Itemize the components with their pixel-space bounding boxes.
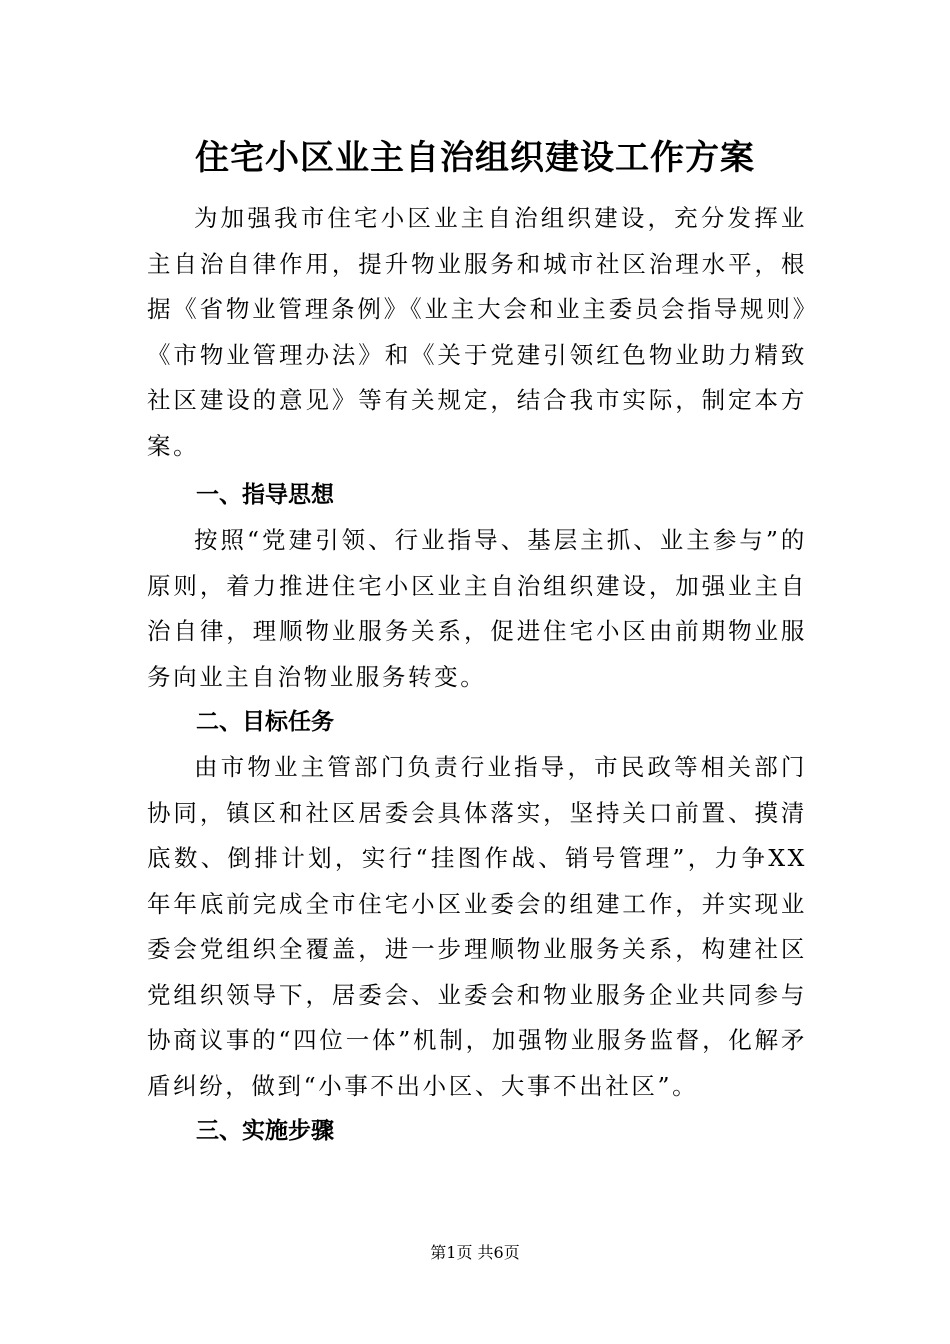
- section-heading-2: 二、目标任务: [196, 709, 334, 735]
- intro-paragraph: 为加强我市住宅小区业主自治组织建设，充分发挥业主自治自律作用，提升物业服务和城市社区治理水平，根据《省物业管理条例》《业主大会和业主委员会指导规则》《市物业管理办法》和《关于党建引领红色物业助力精致社区建设的意见》等有关规定，结合我市实际，制定本方案。: [147, 204, 807, 460]
- section-body-1: 按照“党建引领、行业指导、基层主抓、业主参与”的原则，着力推进住宅小区业主自治组织建设，加强业主自治自律，理顺物业服务关系，促进住宅小区由前期物业服务向业主自治物业服务转变。: [147, 526, 807, 691]
- document-title: 住宅小区业主自治组织建设工作方案: [195, 138, 755, 178]
- section-heading-3: 三、实施步骤: [196, 1118, 334, 1144]
- intro-block: [147, 196, 807, 469]
- page-footer: 第1页 共6页: [430, 1243, 520, 1262]
- section-heading-1: 一、指导思想: [196, 482, 334, 508]
- section-body-2: 由市物业主管部门负责行业指导，市民政等相关部门协同，镇区和社区居委会具体落实，坚持关口前置、摸清底数、倒排计划，实行“挂图作战、销号管理”，力争XX年年底前完成全市住宅小区业委会的组建工作，并实现业委会党组织全覆盖，进一步理顺物业服务关系，构建社区党组织领导下，居委会、业委会和物业服务企业共同参与协商议事的“四位一体”机制，加强物业服务监督，化解矛盾纠纷，做到“小事不出小区、大事不出社区”。: [147, 753, 807, 1100]
- section-body-2-block: [147, 745, 807, 1109]
- section-body-1-block: [147, 518, 807, 700]
